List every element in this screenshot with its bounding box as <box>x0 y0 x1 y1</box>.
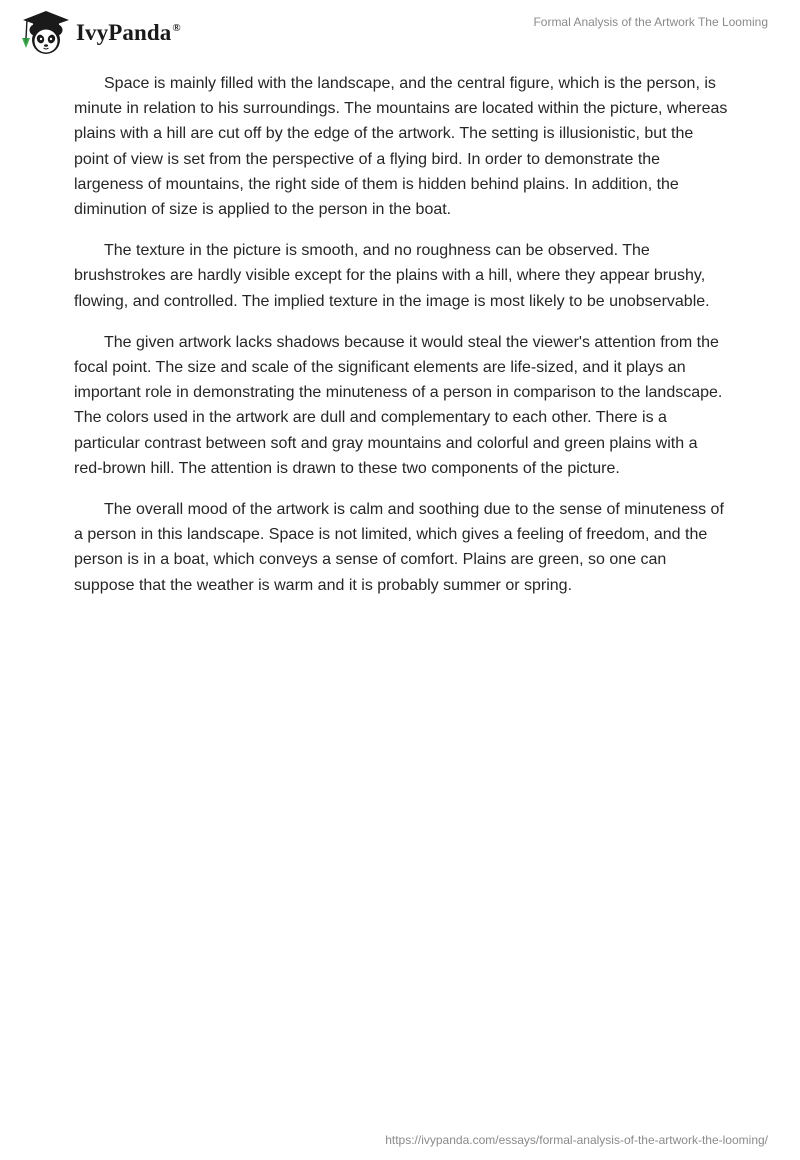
source-url-link[interactable]: https://ivypanda.com/essays/formal-analysis-of-the-artwork-the-looming/ <box>385 1133 768 1147</box>
essay-paragraph: Space is mainly filled with the landscape, and the central figure, which is the person, is minute in relation to his surroundings. The mountains are located within the picture, whereas plains with a hill are cut off by the edge of the artwork. The setting is illusionistic, but the point of view is set from the perspective of a flying bird. In order to demonstrate the largeness of mountains, the right side of them is hidden behind plains. In addition, the diminution of size is applied to the person in the boat. <box>74 75 728 219</box>
page-header <box>0 0 800 60</box>
document-title: Formal Analysis of the Artwork The Looming <box>533 15 768 29</box>
registered-mark: ® <box>172 22 181 34</box>
brand-name <box>76 20 181 46</box>
panda-graduate-icon <box>16 8 74 58</box>
brand-name-text: IvyPanda <box>76 20 172 45</box>
essay-paragraph: The texture in the picture is smooth, and no roughness can be observed. The brushstrokes are hardly visible except for the plains with a hill, where they appear brushy, flowing, and controlled. The implied texture in the image is most likely to be unobservable. <box>74 242 710 310</box>
essay-paragraph: The given artwork lacks shadows because it would steal the viewer's attention from the focal point. The size and scale of the significant elements are life-sized, and it plays an important role in demonstrating the minuteness of a person in comparison to the landscape. The colors used in the artwork are dull and complementary to each other. There is a particular contrast between soft and gray mountains and colorful and green plains with a red-brown hill. The attention is drawn to these two components of the picture. <box>74 333 723 477</box>
ivypanda-logo[interactable] <box>16 8 181 58</box>
essay-body <box>74 71 730 614</box>
essay-paragraph: The overall mood of the artwork is calm and soothing due to the sense of minuteness of a person in this landscape. Space is not limited, which gives a feeling of freedom, and the person is in a boat, which conveys a sense of comfort. Plains are green, so one can suppose that the weather is warm and it is probably summer or spring. <box>74 501 724 594</box>
